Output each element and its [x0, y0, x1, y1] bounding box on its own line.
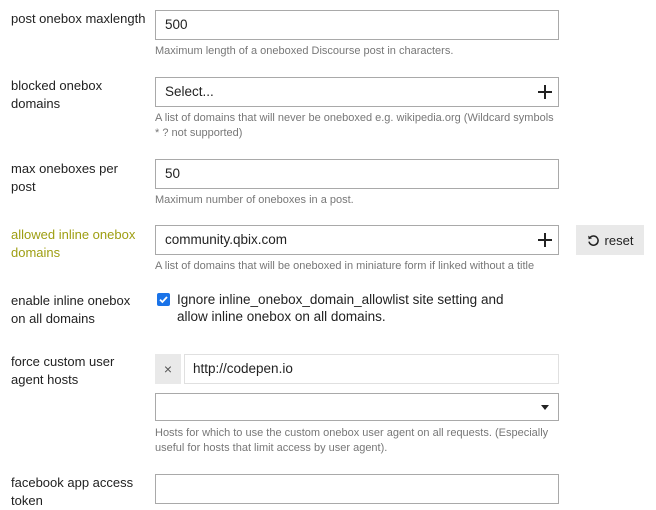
inline-onebox-all-domains-option[interactable] — [157, 291, 537, 325]
plus-icon[interactable] — [538, 85, 552, 99]
setting-control — [157, 291, 537, 325]
post-onebox-maxlength-input[interactable]: 500 — [155, 10, 559, 40]
setting-label: post onebox maxlength — [11, 11, 146, 26]
setting-label: enable inline onebox on all domains — [11, 293, 131, 326]
setting-control — [155, 159, 559, 208]
caret-down-icon — [541, 405, 549, 410]
setting-label: allowed inline onebox domains — [11, 227, 136, 260]
selected-domain: community.qbix.com — [165, 232, 288, 247]
setting-description: A list of domains that will never be oneboxed e.g. wikipedia.org (Wildcard symbols * ? not supported) — [155, 112, 554, 139]
setting-control — [155, 225, 559, 274]
checkbox-label: Ignore inline_onebox_domain_allowlist site setting and allow inline onebox on all domains. — [177, 292, 504, 324]
blocked-onebox-domains-select[interactable] — [155, 77, 559, 107]
setting-label: force custom user agent hosts — [11, 354, 115, 387]
max-oneboxes-per-post-input[interactable]: 50 — [155, 159, 559, 189]
setting-description: Maximum length of a oneboxed Discourse post in characters. — [155, 45, 454, 57]
host-value-input[interactable]: http://codepen.io — [184, 354, 559, 384]
setting-control — [155, 77, 559, 141]
setting-label: facebook app access token — [11, 475, 134, 508]
undo-icon — [587, 234, 600, 247]
host-list-item — [155, 354, 559, 384]
setting-description: A list of domains that will be oneboxed in miniature form if linked without a title — [155, 260, 535, 272]
setting-control — [155, 354, 559, 456]
setting-description: Maximum number of oneboxes in a post. — [155, 194, 354, 206]
reset-label: reset — [604, 232, 634, 248]
setting-label: blocked onebox domains — [11, 78, 103, 111]
setting-control — [155, 10, 559, 59]
setting-label: max oneboxes per post — [11, 161, 118, 194]
reset-button[interactable] — [576, 225, 644, 255]
setting-description: Hosts for which to use the custom onebox user agent on all requests. (Especially useful for hosts that limit access by user agent). — [155, 427, 549, 454]
add-host-dropdown[interactable] — [155, 393, 559, 421]
plus-icon[interactable] — [538, 233, 552, 247]
check-icon — [158, 294, 169, 305]
allowed-inline-onebox-domains-select[interactable] — [155, 225, 559, 255]
enable-inline-onebox-checkbox[interactable] — [157, 293, 170, 306]
select-placeholder: Select... — [165, 84, 214, 99]
close-icon[interactable]: × — [155, 354, 181, 384]
